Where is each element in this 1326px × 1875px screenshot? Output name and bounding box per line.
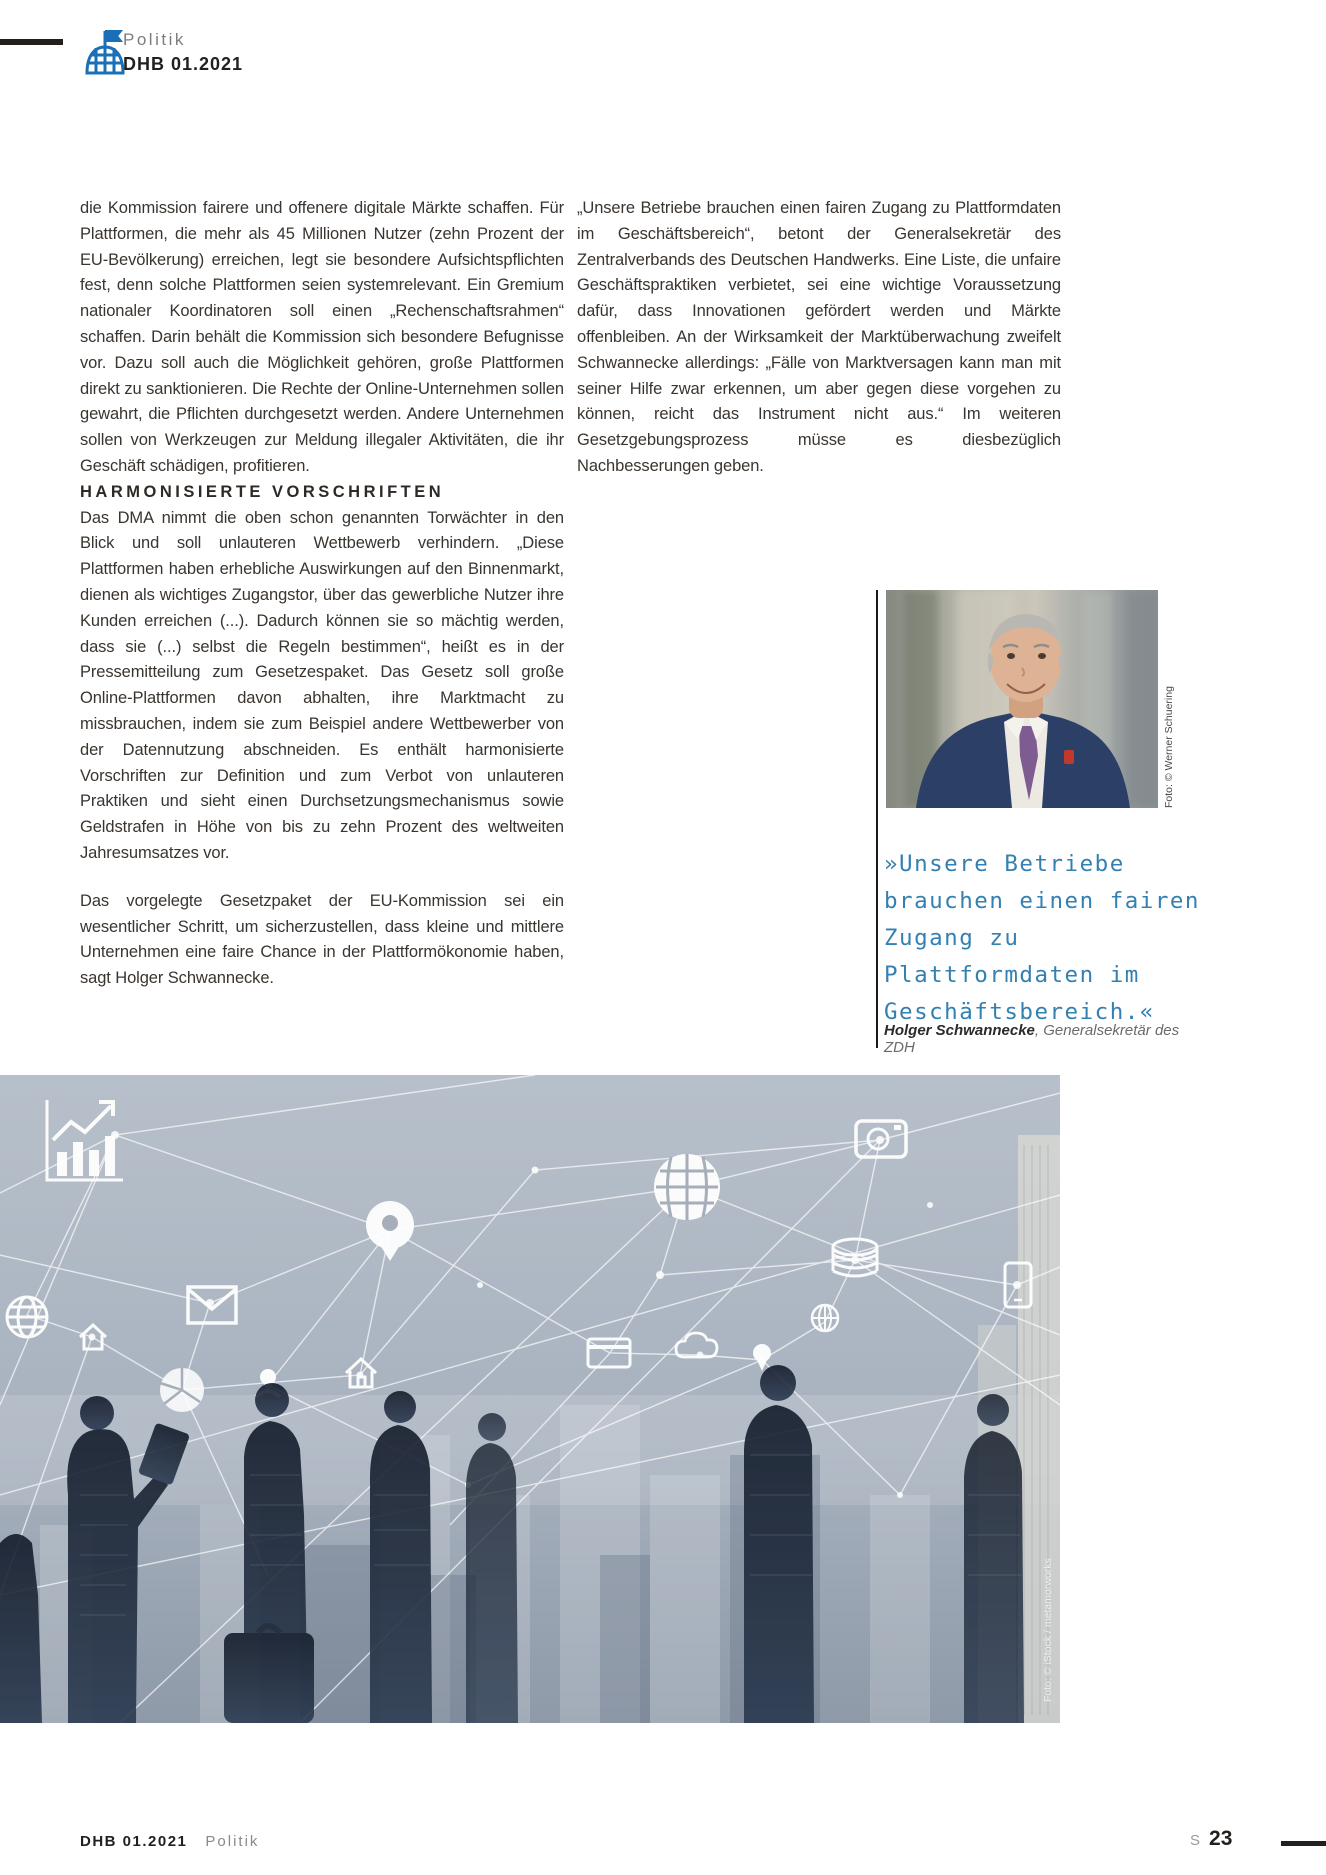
person-silhouette (466, 1413, 518, 1723)
sidebar-vertical-rule (876, 590, 878, 1048)
top-left-rule (0, 39, 63, 45)
footer (80, 1833, 259, 1850)
article-paragraph: die Kommission fairere und offenere digitale Märkte schaffen. Für Plattformen, die mehr als 45 Millionen Nutzer (zehn Prozent der EU-Bevölkerung) erreichen, legt sie besondere Aufsichtspflichten fest, denn solche Plattformen seien systemrelevant. Ein Gremium nationaler Koordinatoren soll einen „Rechenschaftsrahmen“ schaffen. Darin behält die Kommission sich besondere Befugnisse vor. Dazu soll auch die Möglichkeit gehören, große Plattformen direkt zu sanktionieren. Die Rechte der Online-Unternehmen sollen gewahrt, die Pflichten durchgesetzt werden. Andere Unternehmen sollen von Werkzeugen zur Meldung illegaler Aktivitäten, die ihr Geschäft schädigen, profitieren. (80, 199, 564, 475)
page-number: 23 (1209, 1827, 1233, 1850)
portrait-photo-credit: Foto: © Werner Schuering (1163, 686, 1175, 808)
globe-icon (654, 1154, 720, 1220)
section-kicker: Politik (123, 30, 186, 49)
article-column-1 (80, 196, 564, 992)
bottom-right-rule (1281, 1841, 1326, 1846)
globe-icon (812, 1305, 838, 1331)
page-prefix: S (1190, 1832, 1202, 1849)
collage-photo-credit: Foto: © iStock / metamorworks (1042, 1558, 1054, 1702)
network-collage-photo (0, 1075, 1060, 1723)
quote-caption-role: , Generalsekretär des ZDH (884, 1022, 1180, 1056)
parliament-dome-flag-icon (83, 27, 127, 77)
quote-caption (884, 1022, 1204, 1056)
footer-page-number (1190, 1827, 1232, 1851)
pie-chart-icon (160, 1368, 204, 1412)
article-subhead: HARMONISIERTE VORSCHRIFTEN (80, 482, 445, 501)
article-column-2 (577, 196, 1061, 480)
article-paragraph: Das vorgelegte Gesetzpaket der EU-Kommission sei ein wesentlicher Schritt, um sicherzustellen, dass kleine und mittlere Unternehmen eine faire Chance in der Plattformökonomie haben, sagt Holger Schwannecke. (80, 891, 564, 988)
article-paragraph: „Unsere Betriebe brauchen einen fairen Zugang zu Plattformdaten im Geschäftsbereich“, betont der Generalsekretär des Zentralverbands des Deutschen Handwerks. Eine Liste, die unfaire Geschäftspraktiken verbietet, sei eine wichtige Voraussetzung dafür, dass Innovationen gefördert werden und Märkte offenbleiben. An der Wirksamkeit der Marktüberwachung zweifelt Schwannecke allerdings: „Fälle von Marktversagen kann man mit seiner Hilfe zwar erkennen, um aber gegen diese vorgehen zu können, reicht das Instrument nicht aus.“ Im weiteren Gesetzgebungsprozess müsse es diesbezüglich Nachbesserungen geben. (577, 199, 1061, 475)
footer-issue: DHB 01.2021 (80, 1833, 188, 1850)
portrait-photo-holger-schwannecke (886, 590, 1158, 808)
quote-caption-name: Holger Schwannecke (884, 1022, 1035, 1039)
footer-section: Politik (205, 1833, 260, 1850)
issue-label: DHB 01.2021 (123, 54, 244, 74)
pull-quote: »Unsere Betriebe brauchen einen fairen Zugang zu Plattformdaten im Geschäftsbereich.« (884, 851, 1200, 1025)
article-paragraph: Das DMA nimmt die oben schon genannten Torwächter in den Blick und soll unlauteren Wettbewerb verhindern. „Diese Plattformen haben erhebliche Auswirkungen auf den Binnenmarkt, dienen als wichtiges Zugangstor, über das gewerbliche Nutzer ihre Kunden erreichen (...). Dadurch können sie so mächtig werden, dass sie (...) selbst die Regeln bestimmen“, heißt es in der Pressemitteilung zum Gesetzespaket. Das Gesetz soll große Online-Plattformen davon abhalten, ihre Marktmacht zu missbrauchen, indem sie zum Beispiel andere Wettbewerber von der Datennutzung abschneiden. Es enthält harmonisierte Vorschriften zur Definition und zum Verbot von unlauteren Praktiken und sieht einen Durchsetzungsmechanismus sowie Geldstrafen in Höhe von bis zu zehn Prozent des weltweiten Jahresumsatzes vor. (80, 508, 564, 862)
